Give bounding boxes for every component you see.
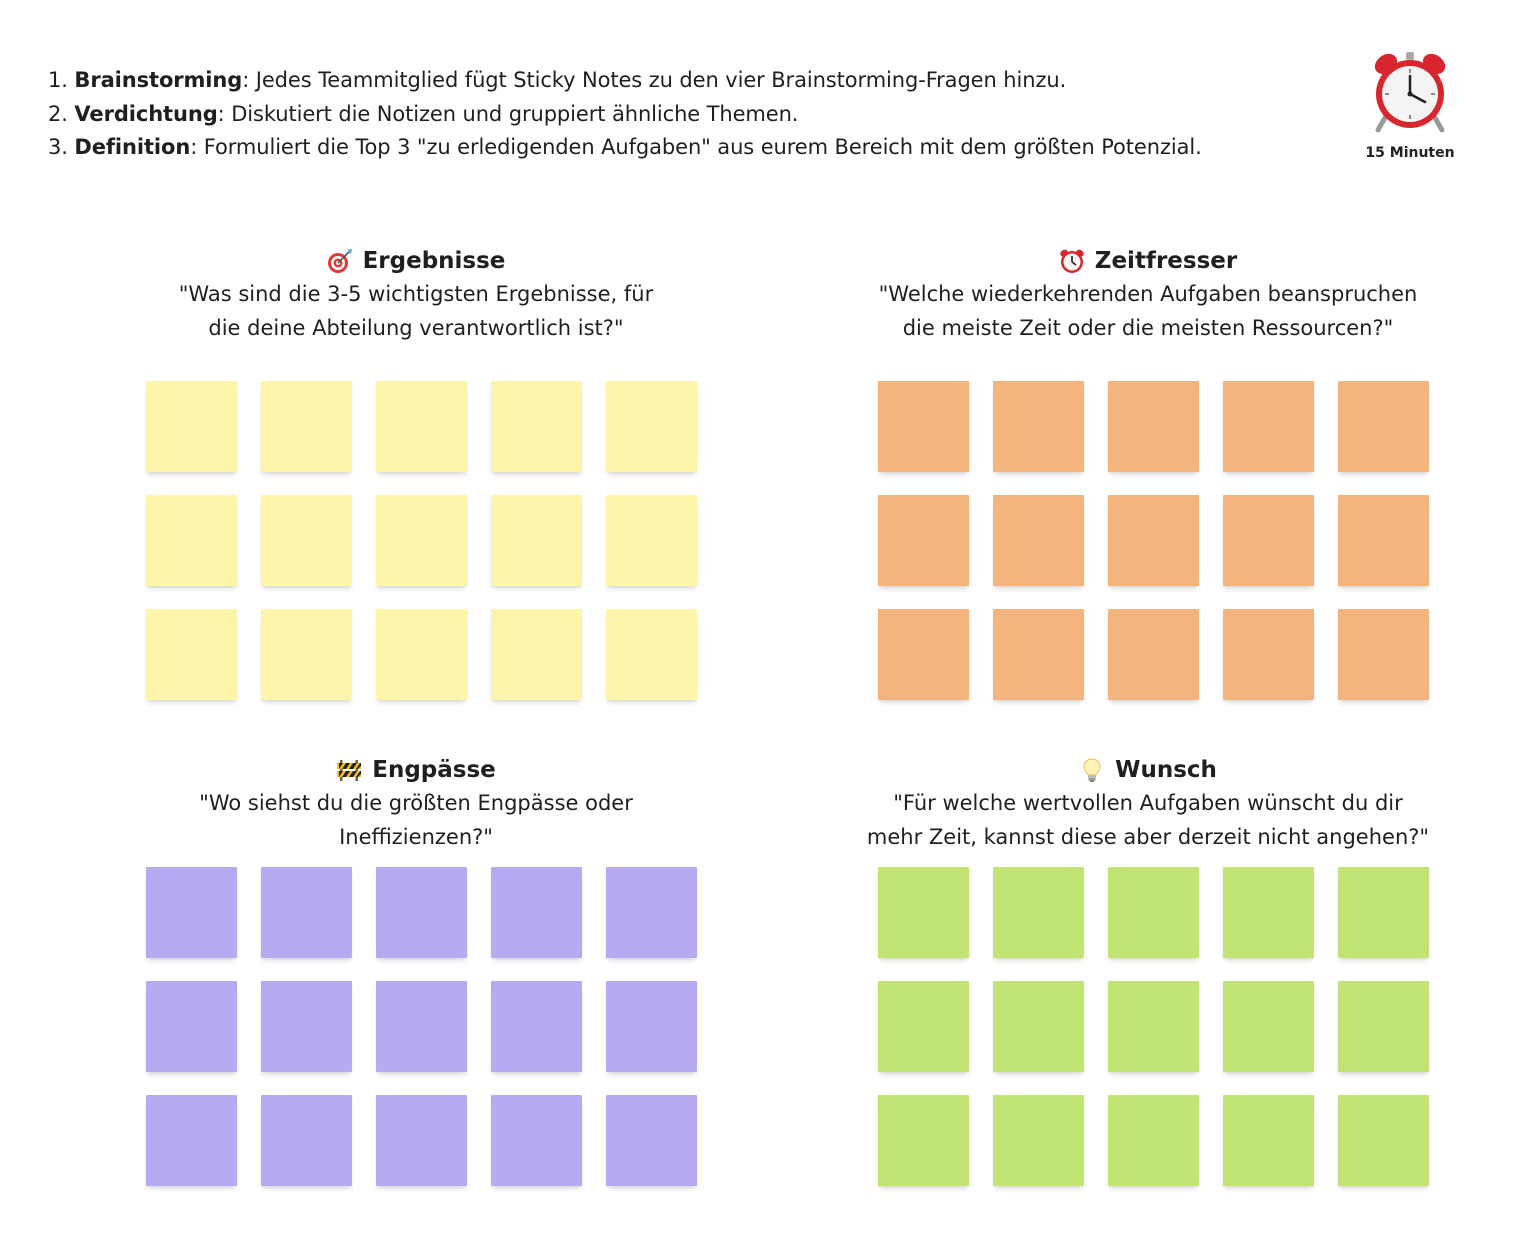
- construction-barrier-icon: [336, 757, 362, 783]
- question-line: mehr Zeit, kannst diese aber derzeit nicht angehen?": [866, 824, 1430, 849]
- sticky-note[interactable]: [1338, 867, 1429, 958]
- alarm-clock-icon: [1370, 50, 1450, 134]
- sticky-note[interactable]: [261, 981, 352, 1072]
- target-icon: [327, 248, 353, 274]
- sticky-note[interactable]: [376, 1095, 467, 1186]
- step-title: Brainstorming: [74, 68, 243, 92]
- sticky-note[interactable]: [1108, 381, 1199, 472]
- sticky-note[interactable]: [491, 495, 582, 586]
- sticky-grid: [116, 867, 746, 1186]
- sticky-note[interactable]: [376, 867, 467, 958]
- sticky-note[interactable]: [1223, 609, 1314, 700]
- sticky-note[interactable]: [878, 495, 969, 586]
- sticky-note[interactable]: [993, 609, 1084, 700]
- sticky-note[interactable]: [606, 981, 697, 1072]
- sticky-note[interactable]: [606, 495, 697, 586]
- sticky-note[interactable]: [376, 609, 467, 700]
- sticky-note[interactable]: [1223, 381, 1314, 472]
- section-ergebnisse: [116, 246, 716, 345]
- step-title: Verdichtung: [74, 101, 218, 126]
- alarm-clock-icon: [1059, 248, 1085, 274]
- sticky-note[interactable]: [146, 609, 237, 700]
- section-title: Zeitfresser: [1094, 248, 1238, 274]
- sticky-note[interactable]: [878, 981, 969, 1072]
- step-number: 3.: [48, 135, 68, 159]
- section-zeitfresser: [848, 246, 1448, 345]
- sticky-note[interactable]: [1108, 981, 1199, 1072]
- sticky-note[interactable]: [491, 381, 582, 472]
- timer-label: 15 Minuten: [1365, 145, 1455, 161]
- sticky-note[interactable]: [993, 867, 1084, 958]
- sticky-note[interactable]: [376, 981, 467, 1072]
- sticky-note[interactable]: [491, 867, 582, 958]
- instruction-step: [48, 98, 1318, 132]
- light-bulb-icon: [1079, 757, 1105, 783]
- sticky-note[interactable]: [1108, 1095, 1199, 1186]
- sticky-note[interactable]: [146, 981, 237, 1072]
- sticky-note[interactable]: [261, 1095, 352, 1186]
- sticky-note[interactable]: [878, 1095, 969, 1186]
- question-line: "Für welche wertvollen Aufgaben wünscht du dir: [893, 791, 1403, 815]
- sticky-note[interactable]: [1338, 495, 1429, 586]
- sticky-note[interactable]: [376, 495, 467, 586]
- sticky-grid: [848, 381, 1478, 700]
- question-line: die meiste Zeit oder die meisten Ressourcen?": [902, 315, 1394, 340]
- step-text: : Diskutiert die Notizen und gruppiert ähnliche Themen.: [217, 101, 799, 126]
- question-line: "Was sind die 3-5 wichtigsten Ergebnisse, für: [178, 282, 654, 306]
- sticky-note[interactable]: [606, 1095, 697, 1186]
- sticky-note[interactable]: [1108, 609, 1199, 700]
- section-header: [116, 755, 716, 785]
- sticky-note[interactable]: [491, 1095, 582, 1186]
- sticky-note[interactable]: [261, 495, 352, 586]
- timer[interactable]: [1340, 48, 1480, 168]
- sticky-note[interactable]: [606, 381, 697, 472]
- sticky-note[interactable]: [146, 867, 237, 958]
- sticky-note[interactable]: [993, 1095, 1084, 1186]
- instructions: [48, 64, 1318, 165]
- sticky-note[interactable]: [261, 381, 352, 472]
- sticky-note[interactable]: [261, 867, 352, 958]
- sticky-note[interactable]: [878, 381, 969, 472]
- question-line: die deine Abteilung verantwortlich ist?": [208, 315, 624, 340]
- step-title: Definition: [74, 135, 191, 159]
- sticky-note[interactable]: [1108, 867, 1199, 958]
- sticky-note[interactable]: [376, 381, 467, 472]
- sticky-note[interactable]: [491, 981, 582, 1072]
- section-header: [848, 246, 1448, 276]
- section-question: [848, 278, 1448, 345]
- sticky-note[interactable]: [146, 381, 237, 472]
- question-line: "Wo siehst du die größten Engpässe oder: [199, 791, 633, 815]
- sticky-note[interactable]: [878, 609, 969, 700]
- section-engpaesse: [116, 755, 716, 854]
- section-title: Ergebnisse: [362, 248, 506, 274]
- sticky-note[interactable]: [1223, 1095, 1314, 1186]
- sticky-note[interactable]: [1108, 495, 1199, 586]
- sticky-note[interactable]: [993, 981, 1084, 1072]
- step-text: : Jedes Teammitglied fügt Sticky Notes zu den vier Brainstorming-Fragen hinzu.: [242, 68, 1067, 92]
- sticky-grid: [848, 867, 1478, 1186]
- sticky-note[interactable]: [1223, 981, 1314, 1072]
- sticky-note[interactable]: [1338, 1095, 1429, 1186]
- section-title: Engpässe: [372, 757, 496, 783]
- sticky-note[interactable]: [1338, 609, 1429, 700]
- sticky-note[interactable]: [261, 609, 352, 700]
- instruction-step: [48, 64, 1318, 98]
- sticky-note[interactable]: [606, 867, 697, 958]
- question-line: Ineffizienzen?": [339, 824, 493, 849]
- sticky-note[interactable]: [878, 867, 969, 958]
- sticky-note[interactable]: [491, 609, 582, 700]
- section-question: [848, 787, 1448, 854]
- step-number: 1.: [48, 68, 68, 92]
- section-header: [848, 755, 1448, 785]
- sticky-note[interactable]: [146, 495, 237, 586]
- sticky-grid: [116, 381, 746, 700]
- section-header: [116, 246, 716, 276]
- sticky-note[interactable]: [1223, 867, 1314, 958]
- step-number: 2.: [48, 101, 68, 126]
- sticky-note[interactable]: [1223, 495, 1314, 586]
- sticky-note[interactable]: [606, 609, 697, 700]
- sticky-note[interactable]: [993, 495, 1084, 586]
- sticky-note[interactable]: [146, 1095, 237, 1186]
- section-title: Wunsch: [1115, 757, 1217, 783]
- step-text: : Formuliert die Top 3 "zu erledigenden Aufgaben" aus eurem Bereich mit dem größten Potenzial.: [190, 135, 1202, 159]
- sticky-note[interactable]: [1338, 381, 1429, 472]
- question-line: "Welche wiederkehrenden Aufgaben beanspruchen: [878, 282, 1418, 306]
- section-wunsch: [848, 755, 1448, 854]
- sticky-note[interactable]: [1338, 981, 1429, 1072]
- sticky-note[interactable]: [993, 381, 1084, 472]
- instruction-step: [48, 131, 1318, 165]
- section-question: [116, 278, 716, 345]
- section-question: [116, 787, 716, 854]
